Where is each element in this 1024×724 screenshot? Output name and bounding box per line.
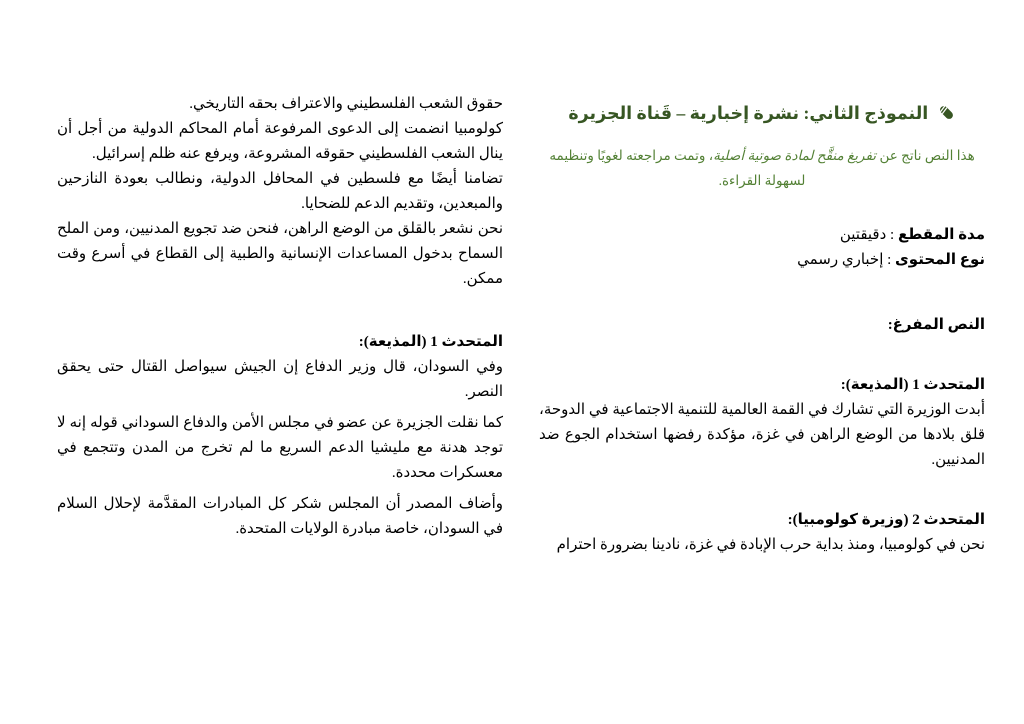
subtitle-italic-phrase: تفريغ منقَّح لمادة صوتية أصلية <box>713 148 877 163</box>
speaker1-heading-right: المتحدث 1 (المذيعة): <box>840 377 985 393</box>
meta-content-type-value: إخباري رسمي <box>797 252 884 268</box>
speaker1-sudan-paragraph: وفي السودان، قال وزير الدفاع إن الجيش سيواصل القتال حتى يحقق النصر. <box>57 359 503 400</box>
meta-duration <box>539 223 985 248</box>
speaker1-heading-left: المتحدث 1 (المذيعة): <box>358 334 503 350</box>
document-subtitle <box>539 143 985 193</box>
meta-duration-separator: : <box>886 227 898 243</box>
left-column <box>57 92 503 694</box>
transcript-heading: النص المفرغ: <box>887 317 985 333</box>
document-title <box>539 100 985 129</box>
speaker1-sudan-paragraph: وأضاف المصدر أن المجلس شكر كل المبادرات المقدَّمة لإحلال السلام في السودان، خاصة مبادرة الولايات المتحدة. <box>57 496 503 537</box>
speaker2-text-start: نحن في كولومبيا، ومنذ بداية حرب الإبادة في غزة، نادينا بضرورة احترام <box>556 537 985 553</box>
right-column <box>539 92 985 694</box>
speaker2-continuation-paragraph: نحن نشعر بالقلق من الوضع الراهن، فنحن ضد تجويع المدنيين، ومن الملح السماح بدخول المساعدات الإنسانية والطبية إلى القطاع في أسرع وقت ممكن. <box>57 221 503 287</box>
speaker2-continuation-line: حقوق الشعب الفلسطيني والاعتراف بحقه التاريخي. <box>189 96 503 112</box>
meta-duration-value: دقيقتين <box>839 227 887 243</box>
subtitle-prefix: هذا النص ناتج عن <box>876 148 975 163</box>
document-title-text: النموذج الثاني: نشرة إخبارية – قَناة الجزيرة <box>568 103 929 123</box>
speaker2-continuation-paragraph: كولومبيا انضمت إلى الدعوى المرفوعة أمام المحاكم الدولية من أجل أن ينال الشعب الفلسطيني حقوقه المشروعة، ويرفع عنه ظلم إسرائيل. <box>57 121 503 162</box>
microphone-icon <box>937 103 956 129</box>
meta-content-type-label: نوع المحتوى <box>895 252 985 268</box>
speaker1-sudan-paragraph: كما نقلت الجزيرة عن عضو في مجلس الأمن والدفاع السوداني قوله إنه لا توجد هدنة مع مليشيا الدعم السريع ما لم تخرج من المدن وتتجمع في معسكرات محددة. <box>57 415 503 481</box>
meta-content-type <box>539 248 985 273</box>
subtitle-suffix: ، وتمت مراجعته لغويًا وتنظيمه لسهولة القراءة. <box>549 148 806 188</box>
meta-content-type-separator: : <box>883 252 896 268</box>
speaker2-heading: المتحدث 2 (وزيرة كولومبيا): <box>787 512 985 528</box>
speaker1-text-right: أبدت الوزيرة التي تشارك في القمة العالمية للتنمية الاجتماعية في الدوحة، قلق بلادها من الوضع الراهن في غزة، مؤكدة رفضها استخدام الجوع ضد المدنيين. <box>539 402 985 468</box>
speaker2-continuation-paragraph: تضامنا أيضًا مع فلسطين في المحافل الدولية، ونطالب بعودة النازحين والمبعدين، وتقديم الدعم للضحايا. <box>57 171 503 212</box>
meta-duration-label: مدة المقطع <box>897 227 985 243</box>
